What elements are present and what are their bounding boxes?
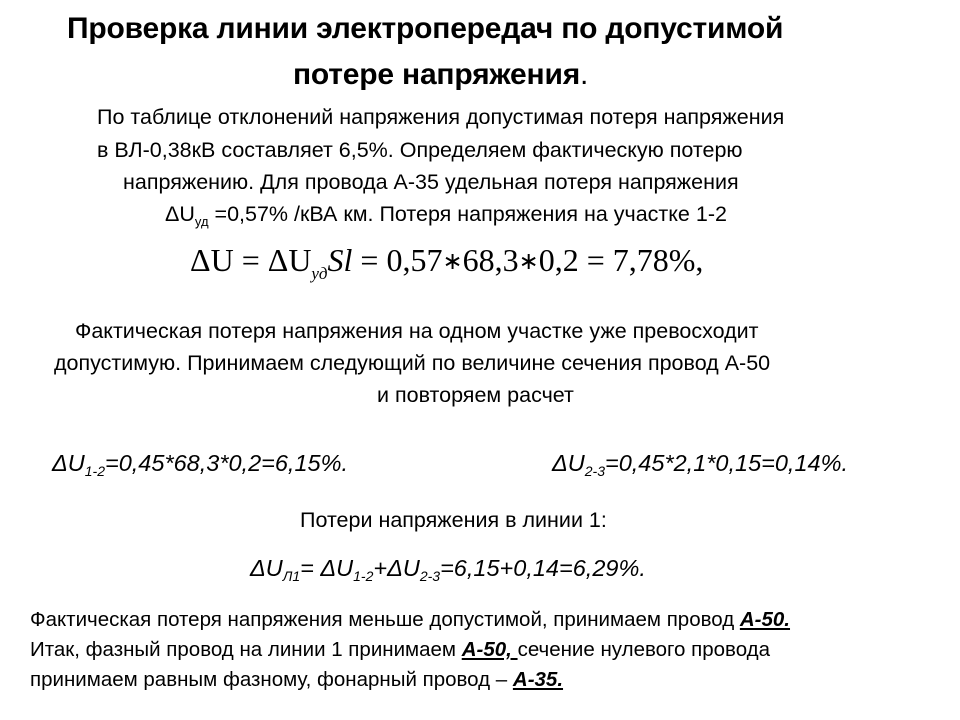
title-line-1: Проверка линии электропередач по допустимой [67,12,784,45]
line-losses-label: Потери напряжения в линии 1: [300,508,607,532]
conclusion-line-3: принимаем равным фазному, фонарный провод – А-35. [30,668,564,691]
intro-line-4: $\Delta U_{уд} =0,57\%$ /кВА км. Потеря напряжения на участке 1-2 [165,202,727,229]
conclusion-line-2: Итак, фазный провод на линии 1 принимаем А-50, сечение нулевого провода [30,638,771,661]
intro-line-1: По таблице отклонений напряжения допустимая потеря напряжения [97,105,785,129]
voltage-loss-formula: $\Delta U = \Delta U_{уд}Sl$ = 0,57∗68,3∗0,2 = 7,78%, [190,242,704,283]
conclusion-line-1: Фактическая потеря напряжения меньше допустимой, принимаем провод А-50. [30,608,791,631]
calc-segment-2-3: $\Delta U_{2-3}=0,45*2,1*0,15=0,14\%$. [552,450,849,479]
page-title [67,12,783,46]
intro-line-3: напряжению. Для провода А-35 удельная потеря напряжения [123,170,739,194]
intro-line-2: в ВЛ-0,38кВ составляет 6,5%. Определяем фактическую потерю [97,138,743,162]
para2-line-1: Фактическая потеря напряжения на одном участке уже превосходит [75,319,759,343]
total-line-loss-formula: $\Delta U_{Л1}= \Delta U_{1-2}+\Delta U_{2-3}=6,15+0,14=6,29\%$. [250,555,646,584]
para2-line-3: и повторяем расчет [377,383,574,407]
page-title-line-2: потере напряжения. [293,58,589,91]
para2-line-2: допустимую. Принимаем следующий по величине сечения провод А-50 [54,351,771,375]
calc-segment-1-2: $\Delta U_{1-2}=0,45*68,3*0,2=6,15\%$. [52,450,349,479]
